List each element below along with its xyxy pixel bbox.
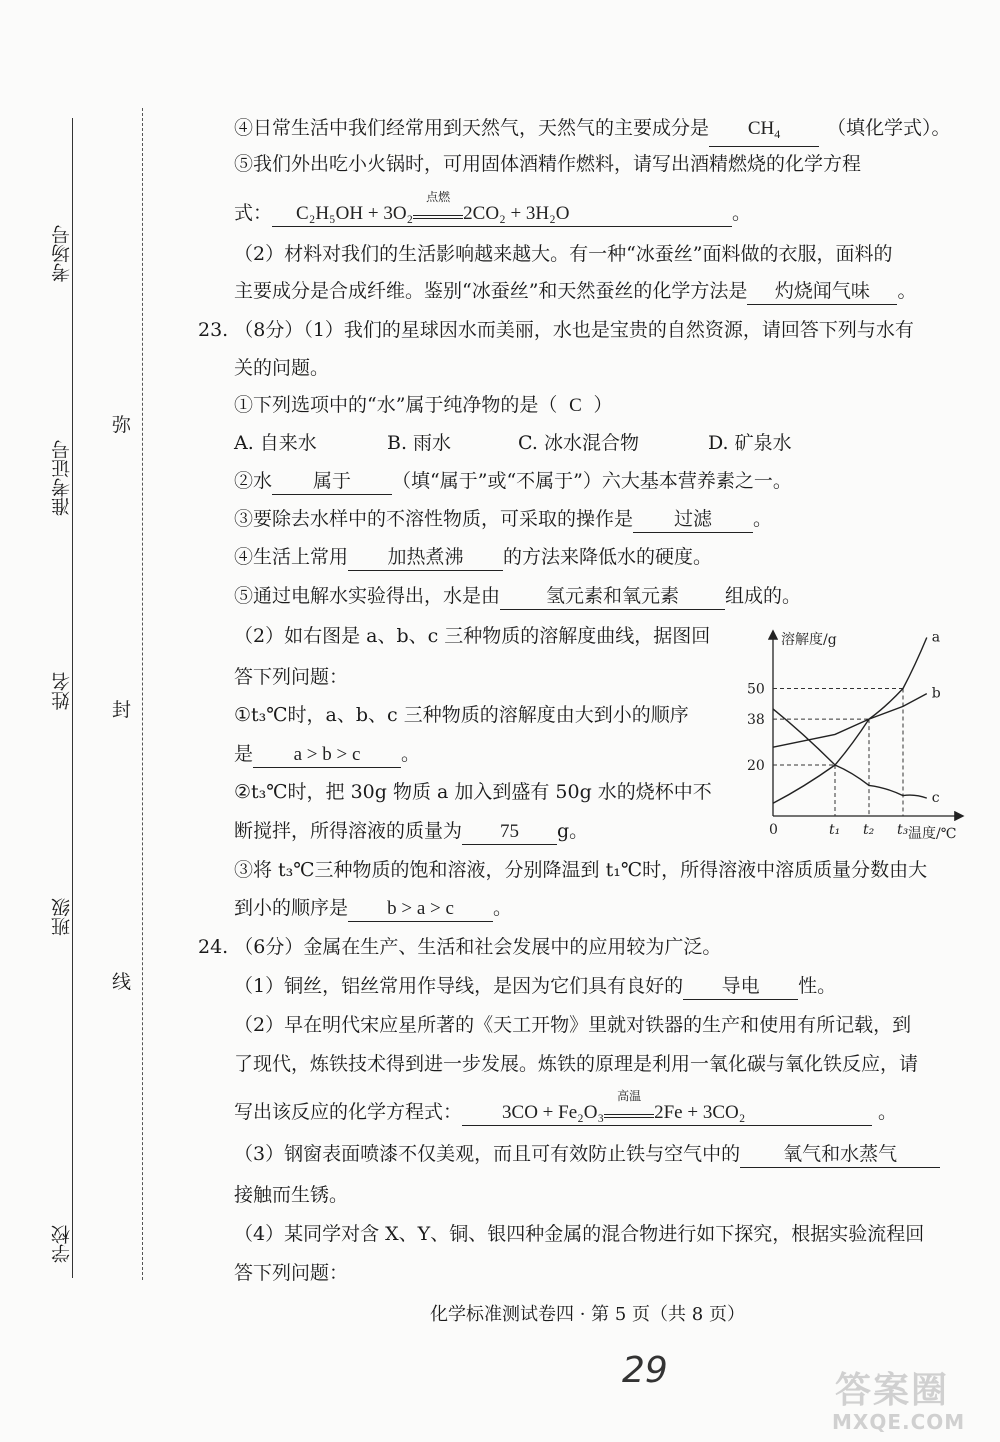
q22-item5-line1: ⑤我们外出吃小火锅时，可用固体酒精作燃料，请写出酒精燃烧的化学方程	[234, 153, 862, 175]
q23-item4: ④生活上常用 加热煮沸 的方法来降低水的硬度。	[234, 545, 712, 571]
q23-item3: ③要除去水样中的不溶性物质，可采取的操作是 过滤 。	[234, 507, 772, 533]
q23-part2-line2: 答下列问题：	[234, 666, 349, 688]
field-admission-number: 准考证号	[51, 440, 73, 516]
y-tick-20: 20	[747, 758, 765, 774]
x-axis-label: 温度/℃	[908, 826, 957, 842]
q23-option-d: D. 矿泉水	[708, 432, 792, 454]
answer-identify-method: 灼烧闻气味	[747, 280, 897, 305]
q24-heading: 24. （6分）金属在生产、生活和社会发展中的应用较为广泛。	[198, 936, 722, 958]
answer-solution-mass: 75	[462, 820, 557, 845]
answer-oxygen-water: 氧气和水蒸气	[740, 1143, 940, 1168]
q23-heading-2: 关的问题。	[234, 357, 330, 379]
handwritten-page-number: 29	[622, 1350, 668, 1391]
field-class: 班级	[51, 898, 73, 936]
curve-c	[773, 709, 927, 798]
q23-sub2-line1: ②t₃℃时，把 30g 物质 a 加入到盛有 50g 水的烧杯中不	[234, 781, 712, 803]
q23-item1: ①下列选项中的“水”属于纯净物的是（ C ）	[234, 394, 613, 416]
curve-a	[773, 638, 927, 804]
answer-order-t1: b > a > c	[348, 897, 493, 922]
y-axis-label: 溶解度/g	[781, 632, 837, 648]
q24-part2-line2: 了现代，炼铁技术得到进一步发展。炼铁的原理是利用一氧化碳与氧化铁反应，请	[234, 1053, 919, 1075]
q24-part3-line2: 接触而生锈。	[234, 1184, 349, 1206]
answer-boil: 加热煮沸	[348, 546, 503, 571]
q24-part1: （1）铜丝，铝丝常用作导线，是因为它们具有良好的 导电 性。	[234, 974, 836, 1000]
q22-item5-equation: 式： C₂H₅OH + 3O₂ 点燃 2CO₂ + 3H₂O 。	[234, 201, 751, 227]
page-footer: 化学标准测试卷四 · 第 5 页（共 8 页）	[430, 1304, 745, 1325]
q23-option-c: C. 冰水混合物	[518, 432, 639, 454]
seal-char-1: 弥	[112, 414, 132, 436]
q22-part2-line2: 主要成分是合成纤维。鉴别“冰蚕丝”和天然蚕丝的化学方法是 灼烧闻气味 。	[234, 279, 916, 305]
binding-line-dashed	[142, 108, 143, 1280]
seal-char-2: 封	[112, 699, 132, 721]
y-tick-38: 38	[747, 712, 765, 729]
x-tick-1: t₁	[829, 822, 841, 838]
q22-part2-line1: （2）材料对我们的生活影响越来越大。有一种“冰蚕丝”面料做的衣服，面料的	[234, 243, 893, 265]
x-tick-3: t₃	[897, 822, 909, 838]
q23-item5: ⑤通过电解水实验得出，水是由 氢元素和氧元素 组成的。	[234, 584, 801, 610]
origin-label: 0	[769, 822, 778, 838]
q24-part4-line1: （4）某同学对含 X、Y、铜、银四种金属的混合物进行如下探究，根据实验流程回	[234, 1223, 925, 1245]
answer-elements: 氢元素和氧元素	[500, 585, 725, 610]
q23-sub1-line2: 是 a > b > c 。	[234, 742, 420, 768]
answer-iron-equation: 3CO + Fe₂O₃ 高温 2Fe + 3CO₂	[462, 1101, 872, 1126]
solubility-chart	[740, 624, 980, 849]
q23-sub3-line2: 到小的顺序是 b > a > c 。	[234, 896, 512, 922]
q24-part2-line1: （2）早在明代宋应星所著的《天工开物》里就对铁器的生产和使用有所记载，到	[234, 1014, 912, 1036]
watermark-logo: 答案圈	[835, 1370, 950, 1411]
answer-filter: 过滤	[633, 508, 753, 533]
answer-ethanol-equation: C₂H₅OH + 3O₂ 点燃 2CO₂ + 3H₂O	[272, 202, 732, 227]
answer-order-t3: a > b > c	[253, 743, 401, 768]
field-exam-room: 考场号	[51, 225, 73, 282]
answer-pure-water: C	[569, 395, 582, 416]
y-tick-50: 50	[747, 681, 765, 698]
q23-sub2-line2: 断搅拌，所得溶液的质量为 75 g。	[234, 819, 588, 845]
field-name: 姓名	[51, 672, 73, 710]
q24-part4-line2: 答下列问题：	[234, 1262, 349, 1284]
curve-b	[773, 694, 927, 748]
curve-label-a: a	[931, 629, 941, 646]
q23-sub3-line1: ③将 t₃℃三种物质的饱和溶液，分别降温到 t₁℃时，所得溶液中溶质质量分数由大	[234, 859, 928, 881]
curve-label-b: b	[931, 685, 941, 702]
q23-option-a: A. 自来水	[234, 432, 317, 454]
curve-label-c: c	[931, 790, 940, 807]
q23-sub1-line1: ①t₃℃时，a、b、c 三种物质的溶解度由大到小的顺序	[234, 704, 689, 726]
q23-heading: 23. （8分）（1）我们的星球因水而美丽，水也是宝贵的自然资源，请回答下列与水有	[198, 319, 914, 341]
answer-conductivity: 导电	[683, 975, 798, 1000]
answer-ch4: $CH_4$	[709, 117, 819, 147]
watermark-url: MXQE.COM	[832, 1410, 966, 1434]
seal-char-3: 线	[112, 971, 132, 993]
field-school: 学校	[51, 1225, 73, 1263]
q23-part2-line1: （2）如右图是 a、b、c 三种物质的溶解度曲线，据图回	[234, 625, 711, 647]
q23-item2: ②水 属于 （填“属于”或“不属于”）六大基本营养素之一。	[234, 469, 792, 495]
x-tick-2: t₂	[863, 822, 875, 838]
q24-part2-equation: 写出该反应的化学方程式： 3CO + Fe₂O₃ 高温 2Fe + 3CO₂ 。	[234, 1100, 897, 1126]
q23-option-b: B. 雨水	[387, 432, 452, 454]
q22-item4: ④日常生活中我们经常用到天然气，天然气的主要成分是 $CH_4$ （填化学式）。	[234, 116, 951, 147]
q24-part3-line1: （3）钢窗表面喷漆不仅美观，而且可有效防止铁与空气中的 氧气和水蒸气	[234, 1142, 940, 1168]
answer-nutrient: 属于	[272, 470, 392, 495]
